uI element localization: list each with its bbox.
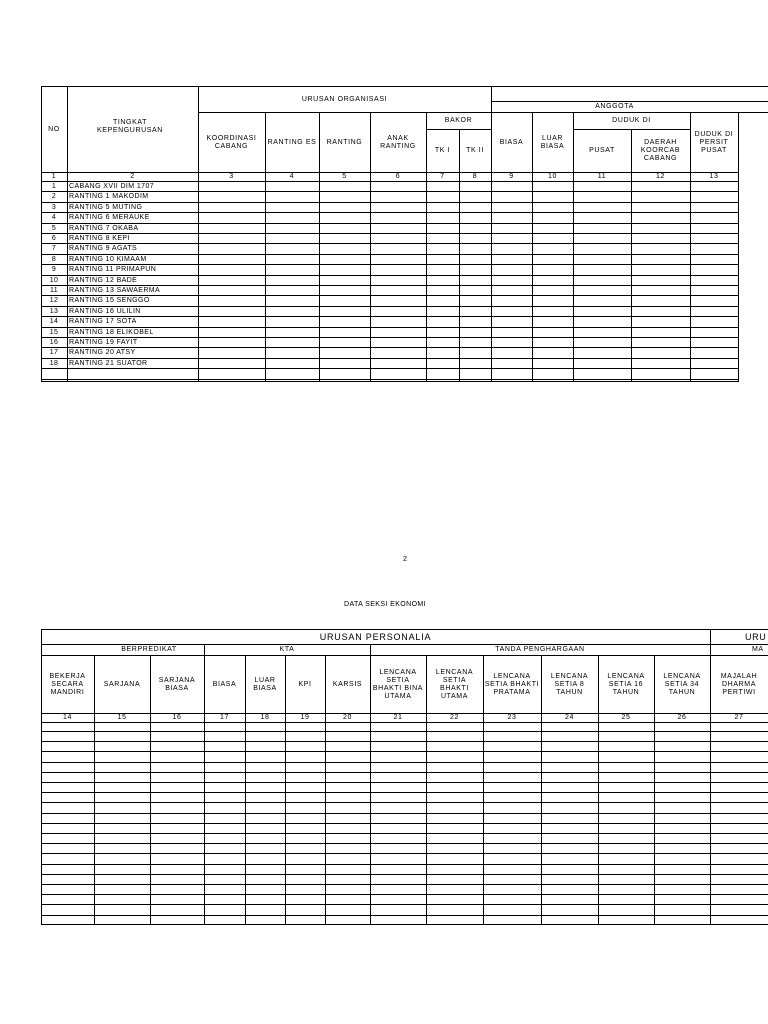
column-number: 18 [260,714,270,721]
header-tk1: TK I [434,147,451,154]
column-header: MAJALAH DHARMA PERTIWI [720,672,758,696]
row-line [41,306,739,307]
column-number: 17 [220,714,229,721]
header-anggota: ANGGOTA [595,102,634,110]
row-number: 9 [51,266,57,273]
column-header: LENCANA SETIA BHAKTI UTAMA [435,668,474,700]
row-line [41,275,739,276]
row-name: RANTING 12 BADE [69,277,138,284]
row-name: RANTING 15 SENGGO [69,297,150,304]
row-number: 5 [51,225,57,232]
column-header: LENCANA SETIA 34 TAHUN [663,672,701,696]
row-number: 1 [51,183,57,190]
row-number: 14 [49,318,59,325]
column-number: 9 [509,172,514,180]
row-line [41,202,739,203]
row-line [41,368,739,369]
column-header: LENCANA SETIA 16 TAHUN [607,672,645,696]
column-number: 21 [393,714,403,721]
header-luar-biasa: LUAR BIASA [540,134,565,150]
row-number: 3 [51,204,57,211]
column-number: 4 [289,172,295,180]
column-number: 22 [450,714,459,721]
row-name: CABANG XVII DIM 1707 [69,183,155,190]
row-name: RANTING 19 FAYIT [69,339,138,346]
row-name: RANTING 13 SAWAERMA [69,287,161,294]
column-number: 14 [63,714,72,721]
row-line [41,316,739,317]
header-daerah: DAERAH KOORCAB CABANG [640,139,681,162]
header-ma: MA [752,645,764,653]
row-number: 6 [51,235,57,242]
column-header: SARJANA BIASA [158,676,196,692]
header-berpredikat: BERPREDIKAT [121,645,177,653]
column-number: 25 [621,714,631,721]
row-name: RANTING 1 MAKODIM [69,193,149,200]
column-header: LUAR BIASA [253,676,277,692]
header-urusan-personalia: URUSAN PERSONALIA [319,632,432,642]
row-name: RANTING 18 ELIKOBEL [69,329,154,336]
row-number: 4 [51,214,57,221]
header-tingkat: TINGKAT KEPENGURUSAN [97,119,163,134]
row-line [41,223,739,224]
column-header: LENCANA SETIA 8 TAHUN [550,672,589,696]
column-number: 6 [395,172,401,180]
column-number: 23 [507,714,517,721]
column-number: 2 [130,172,135,180]
row-line [41,379,739,380]
row-number: 2 [51,193,57,200]
row-number: 16 [49,339,59,346]
header-anak-ranting: ANAK RANTING [380,134,416,150]
column-header: SARJANA [103,680,141,688]
section-title: DATA SEKSI EKONOMI [343,601,426,608]
header-duduk-persit: DUDUK DI PERSIT PUSAT [694,130,734,154]
row-number: 10 [49,277,59,284]
header-pusat: PUSAT [589,147,615,154]
row-name: RANTING 16 ULILIN [69,308,141,315]
row-line [41,243,739,244]
column-number: 12 [656,172,665,180]
row-line [41,233,739,234]
row-number: 11 [49,287,59,294]
column-number: 11 [597,172,607,180]
column-number: 24 [565,714,574,721]
row-number: 8 [51,256,57,263]
row-number: 18 [49,360,59,367]
row-number: 7 [51,245,57,252]
row-number: 13 [49,308,59,315]
row-name: RANTING 20 ATSY [69,349,136,356]
row-line [41,347,739,348]
column-number: 20 [343,714,352,721]
page-number: 2 [403,556,407,563]
row-number: 12 [49,297,59,304]
header-koordinasi: KOORDINASI CABANG [206,134,257,150]
column-number: 8 [472,172,478,180]
row-name: RANTING 7 OKABA [69,225,139,232]
row-name: RANTING 17 SOTA [69,318,137,325]
header-duduk-di: DUDUK DI [612,117,651,124]
column-number: 10 [548,172,557,180]
column-number: 19 [300,714,310,721]
table-border [738,112,739,382]
row-number: 17 [49,349,59,356]
header-urusan-right: URU [745,632,767,642]
column-header: LENCANA SETIA BHAKTI BINA UTAMA [372,668,424,700]
row-number: 15 [49,329,59,336]
column-number: 27 [734,714,744,721]
column-number: 1 [51,172,57,180]
header-urusan-organisasi: URUSAN ORGANISASI [301,95,388,103]
row-name: RANTING 9 AGATS [69,245,138,252]
column-header: KARSIS [332,680,363,688]
row-name: RANTING 6 MERAUKE [69,214,150,221]
header-tk2: TK II [466,147,484,154]
column-header: LENCANA SETIA BHAKTI PRATAMA [484,672,540,696]
header-kta: KTA [279,645,295,653]
table-border [41,381,739,382]
table-border [67,86,68,382]
row-name: RANTING 21 SUATOR [69,360,148,367]
column-header: BEKERJA SECARA MANDIRI [49,672,86,696]
column-header: KPI [298,680,312,688]
row-line [41,337,739,338]
column-number: 5 [342,172,347,180]
column-number: 16 [172,714,182,721]
header-biasa: BIASA [499,138,524,146]
column-number: 26 [677,714,687,721]
column-header: BIASA [212,680,237,688]
row-name: RANTING 8 KEPI [69,235,130,242]
header-tanda-penghargaan: TANDA PENGHARGAAN [495,645,585,653]
column-number: 7 [440,172,445,180]
row-name: RANTING 5 MUTING [69,204,143,211]
column-number: 13 [709,172,719,180]
row-name: RANTING 10 KIMAAM [69,256,147,263]
header-ranting-es: RANTING ES [267,138,317,146]
header-no: NO [48,125,60,133]
column-number: 3 [229,172,234,180]
header-bakor: BAKOR [444,117,473,124]
table-border [491,86,768,87]
row-name: RANTING 11 PRIMAPUN [69,266,157,273]
column-number: 15 [117,714,127,721]
header-ranting: RANTING [326,138,363,146]
